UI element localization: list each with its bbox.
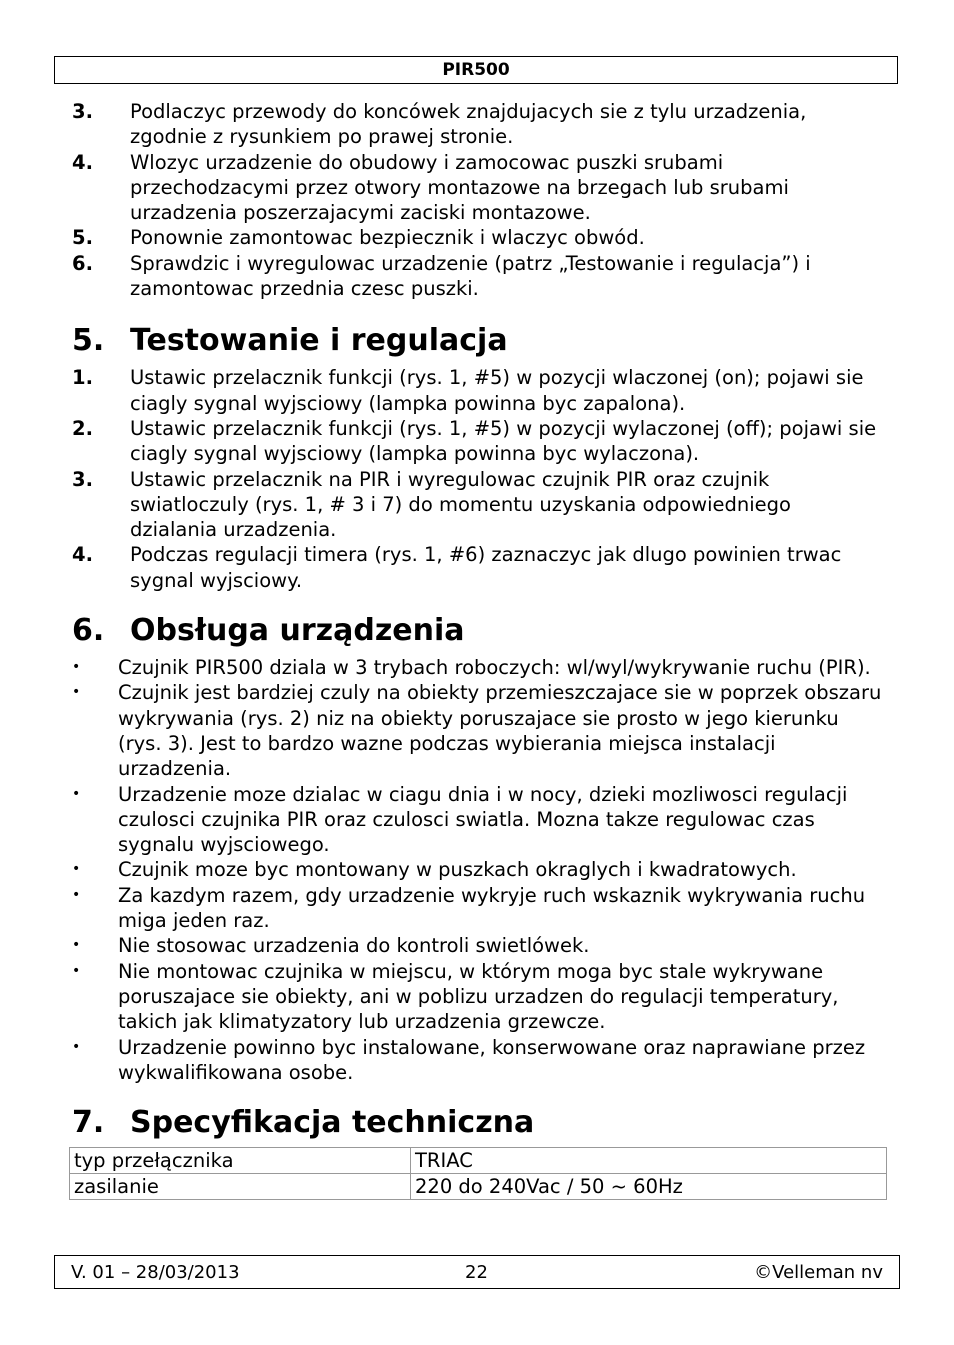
- step-number: 2.: [72, 416, 93, 440]
- list-item: [72, 99, 884, 150]
- table-row: [70, 1174, 887, 1200]
- bullet-text: Nie stosowac urzadzenia do kontroli swietlówek.: [118, 934, 590, 958]
- operation-bullets: [72, 655, 884, 1085]
- bullet-icon: •: [72, 684, 81, 701]
- page-content: [72, 99, 884, 1200]
- bullet-icon: •: [72, 886, 81, 903]
- step-text: Ponownie zamontowac bezpiecznik i wlaczyc obwód.: [130, 226, 645, 250]
- page-header: [54, 56, 898, 84]
- step-text: Podczas regulacji timera (rys. 1, #6) zaznaczyc jak dlugo powinien trwac sygnal wyjsciowy.: [130, 543, 842, 592]
- list-item: [72, 680, 884, 781]
- spec-value: TRIAC: [411, 1148, 887, 1174]
- section-title: Testowanie i regulacja: [130, 323, 508, 359]
- spec-label: zasilanie: [70, 1174, 411, 1200]
- list-item: [72, 467, 884, 543]
- list-item: [72, 150, 884, 226]
- installation-steps: [72, 99, 884, 301]
- section-number: 6.: [72, 613, 105, 649]
- footer-copyright: ©Velleman nv: [754, 1262, 883, 1283]
- section-number: 5.: [72, 323, 105, 359]
- testing-steps: [72, 365, 884, 593]
- footer-page-number: 22: [465, 1262, 488, 1283]
- list-item: [72, 933, 884, 958]
- bullet-icon: •: [72, 785, 81, 802]
- bullet-text: Czujnik moze byc montowany w puszkach okraglych i kwadratowych.: [118, 858, 797, 882]
- section-heading-specs: [72, 1105, 884, 1141]
- step-number: 4.: [72, 543, 93, 567]
- section-number: 7.: [72, 1105, 105, 1141]
- step-number: 3.: [72, 100, 93, 123]
- list-item: [72, 959, 884, 1035]
- step-number: 3.: [72, 467, 93, 491]
- list-item: [72, 251, 884, 302]
- list-item: [72, 542, 884, 593]
- section-title: Specyfikacja techniczna: [130, 1105, 535, 1141]
- bullet-text: Urzadzenie powinno byc instalowane, konserwowane oraz naprawiane przez wykwalifikowana osobe.: [118, 1035, 866, 1084]
- step-number: 4.: [72, 150, 93, 174]
- header-title: PIR500: [442, 60, 510, 80]
- spec-value: 220 do 240Vac / 50 ~ 60Hz: [411, 1174, 887, 1200]
- bullet-icon: •: [72, 1038, 81, 1055]
- step-text: Podlaczyc przewody do koncówek znajdujacych sie z tylu urzadzenia, zgodnie z rysunkiem po prawej stronie.: [130, 100, 807, 149]
- list-item: [72, 782, 884, 858]
- list-item: [72, 857, 884, 882]
- list-item: [72, 655, 884, 680]
- list-item: [72, 416, 884, 467]
- bullet-icon: •: [72, 962, 81, 979]
- list-item: [72, 883, 884, 934]
- bullet-text: Urzadzenie moze dzialac w ciagu dnia i w nocy, dzieki mozliwosci regulacji czulosci czujnika PIR oraz czulosci swiatla. Mozna takze regulowac czas sygnalu wyjsciowego.: [118, 782, 848, 857]
- bullet-icon: •: [72, 659, 81, 676]
- bullet-icon: •: [72, 861, 81, 878]
- step-text: Ustawic przelacznik na PIR i wyregulowac czujnik PIR oraz czujnik swiatloczuly (rys. 1, # 3 i 7) do momentu uzyskania odpowiedniego dzialania urzadzenia.: [130, 467, 791, 542]
- bullet-text: Nie montowac czujnika w miejscu, w którym moga byc stale wykrywane poruszajace sie obiekty, ani w poblizu urzadzen do regulacji temperatury, takich jak klimatyzatory lub urzadzenia grzewcze.: [118, 959, 839, 1034]
- section-title: Obsługa urządzenia: [130, 613, 465, 649]
- page-footer: [54, 1255, 900, 1289]
- spec-label: typ przełącznika: [70, 1148, 411, 1174]
- step-text: Sprawdzic i wyregulowac urzadzenie (patrz „Testowanie i regulacja”) i zamontowac przednia czesc puszki.: [130, 251, 811, 301]
- bullet-icon: •: [72, 937, 81, 954]
- list-item: [72, 225, 884, 250]
- bullet-text: Czujnik jest bardziej czuly na obiekty przemieszczajace sie w poprzek obszaru wykrywania (rys. 2) niz na obiekty poruszajace sie prosto w jego kierunku (rys. 3). Jest to bardzo wazne podczas wybierania miejsca instalacji urzadzenia.: [118, 681, 882, 781]
- bullet-text: Czujnik PIR500 dziala w 3 trybach roboczych: wl/wyl/wykrywanie ruchu (PIR).: [118, 656, 871, 680]
- list-item: [72, 1035, 884, 1086]
- spec-table: [69, 1147, 887, 1200]
- step-text: Wlozyc urzadzenie do obudowy i zamocowac puszki srubami przechodzacymi przez otwory montazowe na brzegach lub srubami urzadzenia poszerzajacymi zaciski montazowe.: [130, 150, 789, 225]
- table-row: [70, 1148, 887, 1174]
- section-heading-operation: [72, 613, 884, 649]
- step-text: Ustawic przelacznik funkcji (rys. 1, #5) w pozycji wlaczonej (on); pojawi sie ciagly sygnal wyjsciowy (lampka powinna byc zapalona).: [130, 366, 864, 415]
- step-number: 1.: [72, 366, 93, 390]
- step-number: 6.: [72, 251, 93, 275]
- step-text: Ustawic przelacznik funkcji (rys. 1, #5) w pozycji wylaczonej (off); pojawi sie ciagly sygnal wyjsciowy (lampka powinna byc wylaczona).: [130, 416, 877, 466]
- step-number: 5.: [72, 226, 93, 250]
- footer-version: V. 01 – 28/03/2013: [71, 1262, 240, 1283]
- bullet-text: Za kazdym razem, gdy urzadzenie wykryje ruch wskaznik wykrywania ruchu miga jeden raz.: [118, 883, 866, 933]
- list-item: [72, 365, 884, 416]
- section-heading-testing: [72, 323, 884, 359]
